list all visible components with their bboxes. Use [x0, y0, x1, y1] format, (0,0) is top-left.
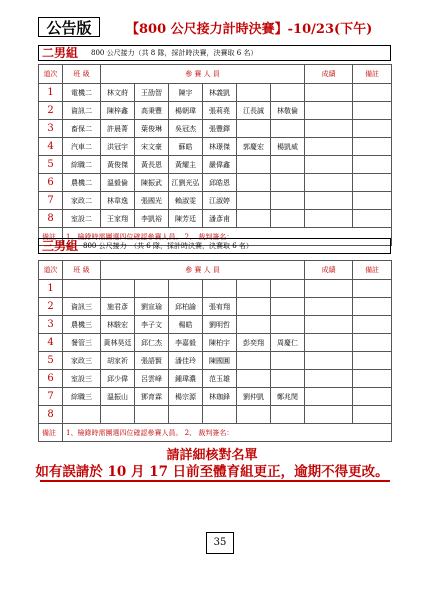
- member-name: [237, 280, 271, 298]
- member-name: [271, 192, 305, 210]
- group-name: 三男組: [42, 239, 79, 253]
- member-name: [101, 406, 135, 424]
- remark-cell: [353, 174, 392, 192]
- note-label: 備註: [39, 424, 63, 442]
- member-name: 江劉光弘: [169, 174, 203, 192]
- class-name: 農機二: [63, 174, 101, 192]
- results-table-group-2: [38, 260, 392, 442]
- table-header-row: [39, 261, 392, 280]
- member-name: 劉仲凱: [237, 388, 271, 406]
- lane-number: 5: [39, 156, 63, 174]
- class-name: 綜職三: [63, 388, 101, 406]
- member-name: 溫振山: [101, 388, 135, 406]
- member-name: 陳國圓: [203, 352, 237, 370]
- table-row: [39, 192, 392, 210]
- member-name: 賴淑雯: [169, 192, 203, 210]
- member-name: 宋文豪: [135, 138, 169, 156]
- member-name: 蘇皓: [169, 138, 203, 156]
- class-name: 資訊二: [63, 102, 101, 120]
- table-row: [39, 138, 392, 156]
- note-row: [39, 424, 392, 442]
- member-name: 楊皓: [169, 316, 203, 334]
- member-name: 呂雲峰: [135, 370, 169, 388]
- score-cell: [305, 156, 353, 174]
- table-row: [39, 102, 392, 120]
- class-name: 家政三: [63, 352, 101, 370]
- remark-cell: [353, 192, 392, 210]
- col-header-score: 成績: [305, 65, 353, 84]
- notice-body: 如有誤請於 10 月 17 日前至體育組更正，逾期不得更改。: [35, 464, 389, 480]
- lane-number: 6: [39, 370, 63, 388]
- member-name: 張豐鐸: [203, 120, 237, 138]
- remark-cell: [353, 406, 392, 424]
- member-name: [237, 370, 271, 388]
- score-cell: [305, 120, 353, 138]
- class-name: [63, 406, 101, 424]
- table-row: [39, 334, 392, 352]
- member-name: [237, 156, 271, 174]
- page-number: 35: [206, 532, 234, 554]
- class-name: 室設二: [63, 210, 101, 228]
- col-header-lane: 道次: [39, 65, 63, 84]
- member-name: 施君彥: [101, 298, 135, 316]
- score-cell: [305, 192, 353, 210]
- member-name: 林璟傑: [203, 138, 237, 156]
- table-row: [39, 316, 392, 334]
- note-text: 1、檢錄時需團選四位確認參賽人員。 2、 裁判簽名：: [63, 228, 392, 246]
- group-description: 800 公尺接力（共 8 隊，採計時決賽，決賽取 6 名）: [91, 49, 258, 57]
- member-name: 陳振武: [135, 174, 169, 192]
- member-name: [237, 174, 271, 192]
- member-name: 陳宇: [169, 84, 203, 102]
- member-name: 劉明哲: [203, 316, 237, 334]
- member-name: 郭慶宏: [237, 138, 271, 156]
- member-name: 黃耀主: [169, 156, 203, 174]
- remark-cell: [353, 280, 392, 298]
- member-name: 高秉豐: [135, 102, 169, 120]
- member-name: 李子文: [135, 316, 169, 334]
- member-name: 黃長恩: [135, 156, 169, 174]
- score-cell: [305, 280, 353, 298]
- member-name: 陳梓鑫: [101, 102, 135, 120]
- score-cell: [305, 84, 353, 102]
- lane-number: 4: [39, 138, 63, 156]
- member-name: [271, 316, 305, 334]
- member-name: [237, 192, 271, 210]
- notice-underline: [40, 480, 390, 482]
- table-row: [39, 298, 392, 316]
- lane-number: 6: [39, 174, 63, 192]
- member-name: 陳柏宇: [203, 334, 237, 352]
- col-header-class: 班 級: [63, 65, 101, 84]
- member-name: 葉俊琳: [135, 120, 169, 138]
- score-cell: [305, 138, 353, 156]
- notice-heading: 請詳細核對名單: [166, 448, 258, 463]
- remark-cell: [353, 334, 392, 352]
- class-name: 汽車二: [63, 138, 101, 156]
- col-header-members: 參 賽 人 員: [101, 65, 305, 84]
- class-name: 室設三: [63, 370, 101, 388]
- member-name: 溫毅倫: [101, 174, 135, 192]
- remark-cell: [353, 120, 392, 138]
- group-description: 800 公尺接力 （共 6 隊，採計時決賽，決賽取 6 名）: [83, 242, 253, 250]
- member-name: 潘彥甫: [203, 210, 237, 228]
- remark-cell: [353, 370, 392, 388]
- member-name: 林駿宏: [101, 316, 135, 334]
- member-name: 王劭智: [135, 84, 169, 102]
- member-name: [101, 280, 135, 298]
- member-name: 劉宣瑜: [135, 298, 169, 316]
- remark-cell: [353, 298, 392, 316]
- member-name: 林韋逸: [101, 192, 135, 210]
- class-name: 綜職二: [63, 156, 101, 174]
- member-name: 胡家祈: [101, 352, 135, 370]
- class-name: 資訊三: [63, 298, 101, 316]
- member-name: 張莉堯: [203, 102, 237, 120]
- section-header-group-2: [38, 238, 391, 254]
- col-header-remark: 備註: [353, 65, 392, 84]
- member-name: 楊宗源: [169, 388, 203, 406]
- col-header-class: 班 級: [63, 261, 101, 280]
- member-name: 邱仁杰: [135, 334, 169, 352]
- note-text: 1、檢錄時需團選四位確認參賽人員。 2、 裁判簽名：: [63, 424, 392, 442]
- table-row: [39, 388, 392, 406]
- score-cell: [305, 352, 353, 370]
- col-header-members: 參 賽 人 員: [101, 261, 305, 280]
- table-row: [39, 370, 392, 388]
- member-name: [237, 84, 271, 102]
- member-name: 鄭兆閔: [271, 388, 305, 406]
- class-name: [63, 280, 101, 298]
- member-name: 范玉雄: [203, 370, 237, 388]
- member-name: [169, 406, 203, 424]
- member-name: 吳冠杰: [169, 120, 203, 138]
- member-name: 邱皓恩: [203, 174, 237, 192]
- member-name: 邱柏諭: [169, 298, 203, 316]
- class-name: 家政二: [63, 192, 101, 210]
- member-name: [237, 406, 271, 424]
- col-header-lane: 道次: [39, 261, 63, 280]
- member-name: [237, 352, 271, 370]
- member-name: 黃俊傑: [101, 156, 135, 174]
- score-cell: [305, 370, 353, 388]
- member-name: 陳芳廷: [169, 210, 203, 228]
- member-name: [237, 298, 271, 316]
- bulletin-badge: 公告版: [38, 17, 100, 37]
- member-name: 洪冠宇: [101, 138, 135, 156]
- score-cell: [305, 298, 353, 316]
- member-name: [237, 120, 271, 138]
- member-name: [271, 406, 305, 424]
- member-name: 林義凱: [203, 84, 237, 102]
- remark-cell: [353, 156, 392, 174]
- member-name: [271, 84, 305, 102]
- lane-number: 7: [39, 388, 63, 406]
- member-name: 李嘉毅: [169, 334, 203, 352]
- member-name: 許晨菁: [101, 120, 135, 138]
- remark-cell: [353, 316, 392, 334]
- score-cell: [305, 102, 353, 120]
- table-row: [39, 156, 392, 174]
- score-cell: [305, 406, 353, 424]
- note-label: 備註: [39, 228, 63, 246]
- results-table-group-1: [38, 64, 392, 246]
- lane-number: 8: [39, 406, 63, 424]
- member-name: [135, 280, 169, 298]
- col-header-remark: 備註: [353, 261, 392, 280]
- remark-cell: [353, 388, 392, 406]
- member-name: [237, 316, 271, 334]
- member-name: [203, 406, 237, 424]
- table-row: [39, 120, 392, 138]
- table-row: [39, 84, 392, 102]
- member-name: 楊朝瑋: [169, 102, 203, 120]
- score-cell: [305, 388, 353, 406]
- member-name: 江長誠: [237, 102, 271, 120]
- table-row: [39, 210, 392, 228]
- table-row: [39, 280, 392, 298]
- member-name: [271, 370, 305, 388]
- member-name: [271, 352, 305, 370]
- member-name: 彭奕翔: [237, 334, 271, 352]
- page-header: [38, 17, 398, 39]
- lane-number: 8: [39, 210, 63, 228]
- member-name: [271, 156, 305, 174]
- member-name: 林文莳: [101, 84, 135, 102]
- score-cell: [305, 316, 353, 334]
- table-header-row: [39, 65, 392, 84]
- class-name: 電機二: [63, 84, 101, 102]
- table-row: [39, 352, 392, 370]
- group-name: 二男組: [42, 46, 79, 60]
- lane-number: 7: [39, 192, 63, 210]
- score-cell: [305, 334, 353, 352]
- remark-cell: [353, 210, 392, 228]
- member-name: [135, 406, 169, 424]
- member-name: 潘佳玲: [169, 352, 203, 370]
- lane-number: 2: [39, 102, 63, 120]
- remark-cell: [353, 102, 392, 120]
- remark-cell: [353, 138, 392, 156]
- member-name: 鍾瑋濃: [169, 370, 203, 388]
- remark-cell: [353, 84, 392, 102]
- lane-number: 4: [39, 334, 63, 352]
- table-row: [39, 406, 392, 424]
- member-name: 邱少偉: [101, 370, 135, 388]
- member-name: 江淑婷: [203, 192, 237, 210]
- lane-number: 2: [39, 298, 63, 316]
- lane-number: 3: [39, 316, 63, 334]
- member-name: 林敬倫: [271, 102, 305, 120]
- class-name: 農機三: [63, 316, 101, 334]
- score-cell: [305, 174, 353, 192]
- member-name: 張語賢: [135, 352, 169, 370]
- member-name: 嚴偉鑫: [203, 156, 237, 174]
- member-name: [271, 120, 305, 138]
- member-name: [271, 280, 305, 298]
- member-name: 周慶仁: [271, 334, 305, 352]
- member-name: [271, 174, 305, 192]
- lane-number: 1: [39, 280, 63, 298]
- score-cell: [305, 210, 353, 228]
- section-header-group-1: [38, 45, 391, 61]
- table-row: [39, 174, 392, 192]
- member-name: 鄧育霖: [135, 388, 169, 406]
- member-name: [271, 210, 305, 228]
- member-name: 張國光: [135, 192, 169, 210]
- lane-number: 5: [39, 352, 63, 370]
- member-name: 張宥翔: [203, 298, 237, 316]
- member-name: [271, 298, 305, 316]
- remark-cell: [353, 352, 392, 370]
- member-name: 楊凱威: [271, 138, 305, 156]
- member-name: 林珈鋒: [203, 388, 237, 406]
- member-name: 黃林昊廷: [101, 334, 135, 352]
- member-name: [203, 280, 237, 298]
- class-name: 畜保二: [63, 120, 101, 138]
- member-name: 李凱裕: [135, 210, 169, 228]
- class-name: 餐管三: [63, 334, 101, 352]
- member-name: [237, 210, 271, 228]
- lane-number: 3: [39, 120, 63, 138]
- page-title: 【800 公尺接力計時決賽】-10/23(下午): [126, 22, 373, 37]
- col-header-score: 成績: [305, 261, 353, 280]
- lane-number: 1: [39, 84, 63, 102]
- member-name: 王家翔: [101, 210, 135, 228]
- member-name: [169, 280, 203, 298]
